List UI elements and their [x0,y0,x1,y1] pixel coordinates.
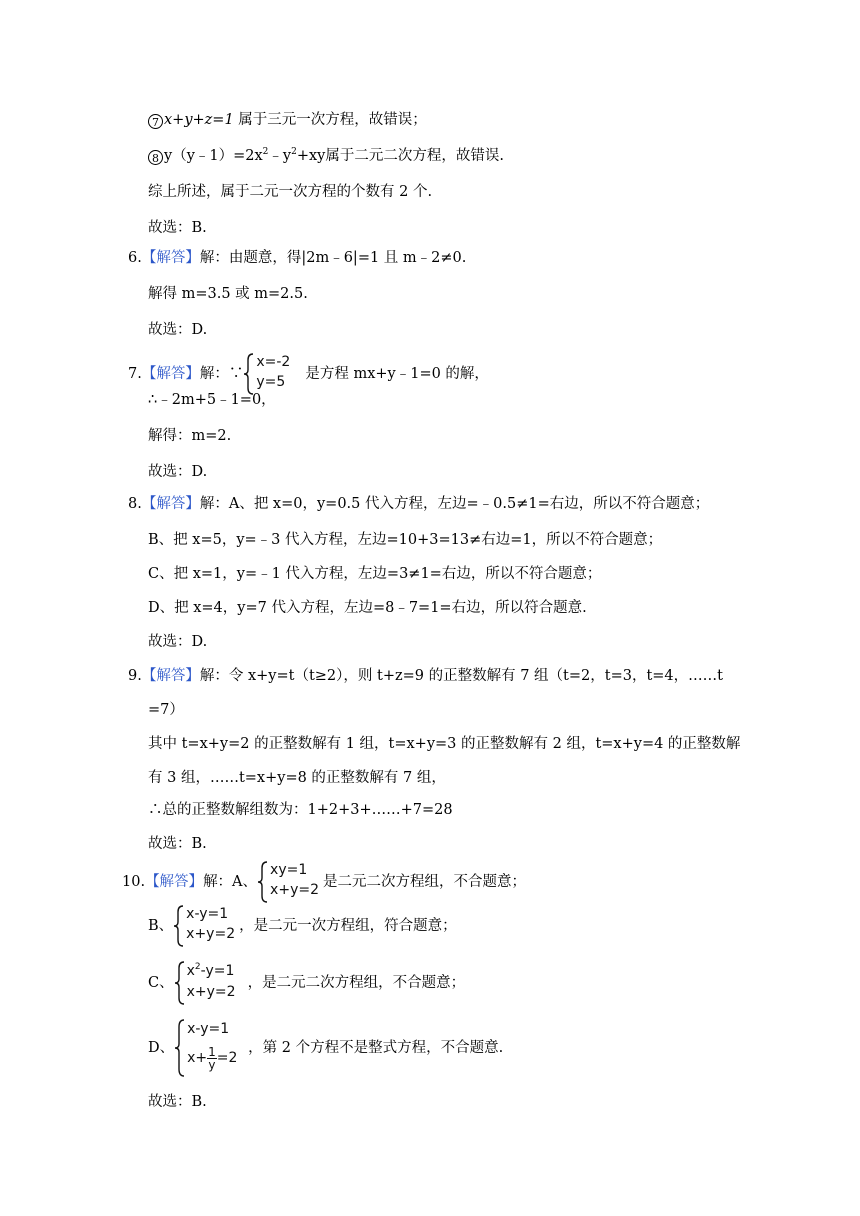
question-number: 7. [128,366,142,382]
answer-tag: 【解答】 [145,874,204,890]
sys-term: x+ [187,1050,208,1066]
option-label: C、 [148,975,174,991]
option-label: B、 [148,918,174,934]
question-9-line: ∴总的正整数解组数为：1+2+3+……+7=28 [148,802,453,818]
fraction [207,1046,217,1071]
question-number: 9. [128,668,142,684]
line-text: 解：A、把 x=0，y=0.5 代入方程，左边=﹣0.5≠1=右边，所以不符合题意； [199,496,710,512]
question-8-line: D、把 x=4，y=7 代入方程，左边=8﹣7=1=右边，所以符合题意. [148,600,587,616]
answer-choice: 故选：B. [148,220,207,236]
question-10-header [122,860,526,904]
question-8-header [128,494,709,514]
system-row: x=-2 [256,354,291,370]
question-9-line: 有 3 组，……t=x+y=8 的正整数解有 7 组， [148,770,446,786]
line-text: 解：∵ [199,366,244,382]
question-7-line: 解得：m=2. [148,428,232,444]
question-10-option-c [148,960,465,1006]
question-7-line: ∴﹣2m+5﹣1=0， [148,392,276,408]
line-text: 是方程 mx+y﹣1=0 的解， [305,366,489,382]
equation-part: +xy属于二元二次方程，故错误. [296,148,504,164]
line-text: 解：A、 [203,874,258,890]
question-9-choice: 故选：B. [148,836,207,852]
question-6-header [128,248,466,268]
question-6-line: 解得 m=3.5 或 m=2.5. [148,286,308,302]
question-8-line: B、把 x=5，y=﹣3 代入方程，左边=10+3=13≠右边=1，所以不符合题意； [148,532,663,548]
system-row: x-y=1 [186,906,229,922]
fraction-denominator: y [208,1057,216,1072]
line-text: 解：令 x+y=t（t≥2），则 t+z=9 的正整数解有 7 组（t=2，t=3，t=4，……t [199,668,723,684]
equation-part: y（y﹣1）=2x [164,148,263,164]
fraction-numerator: 1 [208,1044,216,1059]
equation-text: x+y+z=1 [164,112,234,128]
system-row [187,1040,237,1076]
equation-system [174,960,248,1006]
question-10-choice: 故选：B. [148,1094,207,1110]
sys-term: -y=1 [200,963,235,979]
answer-tag: 【解答】 [141,250,200,266]
answer-line-8: 8 $y(y﹣1)=2x^2﹣y^2+xy$属于二元二次方程，故错误. [148,146,504,166]
equation-system [173,904,239,948]
answer-tag: 【解答】 [141,668,200,684]
equation-system [174,1018,248,1078]
answer-tag: 【解答】 [141,366,200,382]
question-6-choice: 故选：D. [148,322,208,338]
question-number: 10. [122,874,146,890]
line-text: 解：由题意，得|2m﹣6|=1 且 m﹣2≠0. [199,250,467,266]
circled-number: 7 [148,114,163,129]
question-9-header [128,666,723,686]
equation-system [257,860,323,904]
line-text: ，是二元一次方程组，符合题意； [239,918,457,934]
answer-tag: 【解答】 [141,496,200,512]
question-number: 6. [128,250,142,266]
line-text: 是二元二次方程组，不合题意； [323,874,527,890]
question-7-choice: 故选：D. [148,464,208,480]
line-text: 属于三元一次方程，故错误； [238,112,427,128]
system-row: x+y=2 [186,926,236,942]
line-text: ，是二元二次方程组，不合题意； [247,975,466,991]
sys-term: x [186,963,195,979]
question-number: 8. [128,496,142,512]
sys-exponent: 2 [194,962,201,972]
system-row: x+y=2 [186,984,236,1000]
equation-part: ﹣y [268,148,292,164]
option-label: D、 [148,1040,175,1056]
line-text: ，第 2 个方程不是整式方程，不合题意. [248,1040,504,1056]
question-10-option-b [148,904,457,948]
question-8-line: C、把 x=1，y=﹣1 代入方程，左边=3≠1=右边，所以不符合题意； [148,566,602,582]
question-9-line: =7） [148,702,184,718]
question-8-choice: 故选：D. [148,634,208,650]
answer-line-7 [148,110,427,130]
question-10-option-d [148,1018,503,1078]
system-row: x+y=2 [270,882,319,898]
system-row: x-y=1 [187,1021,230,1037]
summary-line: 综上所述，属于二元一次方程的个数有 2 个. [148,184,433,200]
system-row [187,960,236,982]
question-9-line: 其中 t=x+y=2 的正整数解有 1 组，t=x+y=3 的正整数解有 2 组，t=x+y=4 的正整数解 [148,736,741,752]
system-row: xy=1 [270,862,308,878]
sys-term: =2 [216,1050,238,1066]
circled-number: 8 [148,150,163,165]
system-row: y=5 [256,374,286,390]
